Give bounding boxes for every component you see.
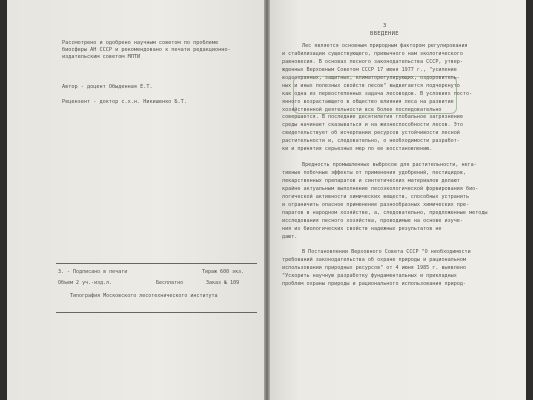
- text-line: паратов в народном хозяйстве, а, следовательно, предложенные методы: [282, 209, 488, 216]
- text-line: и стабилизации существующего, привычного нам экологического: [282, 50, 463, 57]
- text-line: тивные побочные эффекты от применения удобрений, пестицидов,: [282, 170, 467, 176]
- text-line: и ограничить опасное применение разнообразных химических пре-: [282, 201, 470, 208]
- approval-note: [62, 40, 252, 61]
- text-line: крайне актуальным выполнение лесоэкологической форвирования био-: [282, 185, 479, 192]
- text-line: исследования лесного хозяйства, проводимые на основе изуче-: [282, 217, 463, 224]
- text-line: как одна из первостепенных задача лесоводов. В условиях посто-: [282, 90, 473, 97]
- text-line: хозяйственной деятельности все более последовательно: [282, 106, 442, 113]
- spacer: [282, 241, 518, 249]
- book-gutter: [264, 0, 270, 400]
- text-line: Лес является основным природным фактором регулирования: [302, 43, 468, 49]
- reviewer-line: Рецензент - доктор с.х.н. Никишенко Б.Т.: [62, 99, 187, 105]
- credits: [62, 84, 187, 114]
- section-heading: ВВЕДЕНИЕ: [370, 31, 399, 37]
- text-line: требований законодательства об охране природы и рациональном: [282, 257, 467, 264]
- text-line: ки и принятия серьезных мер по ее восстановлению.: [282, 146, 433, 153]
- imprint-circulation: Тираж 600 экз.: [202, 269, 245, 275]
- text-line: растительности и, следовательно, о необходимости разработ-: [282, 138, 460, 145]
- text-line: "Ускорить научную разработку фундаментальных и прикладных: [282, 273, 457, 280]
- imprint-order: Заказ № 109: [206, 280, 240, 286]
- approval-line: издательским советом МЛТИ: [62, 54, 141, 60]
- author-line: Автор - доцент Обыденная Е.Т.: [62, 84, 153, 90]
- text-line: жденных Верховным Советом СССР 17 июня 1977 г., "усиление: [282, 66, 457, 73]
- approval-line: биосферы АН СССР и рекомендовано к печати редакционно-: [62, 47, 231, 53]
- text-line: ния их биологических свойств надежных результатов не: [282, 225, 442, 232]
- spacer: [282, 154, 518, 162]
- approval-line: Рассмотрено и одобрено научным советом по проблеме: [62, 40, 219, 46]
- text-line: среды начинает сказываться и на жизнеспособности лесов. Это: [282, 122, 463, 129]
- imprint-printer: Типография Московского лесотехнического института: [70, 293, 218, 299]
- text-line: Вредность промышленных выбросов для растительности, нега-: [302, 162, 477, 169]
- text-line: ных и иных полезных свойств лесов" выдвигается подчеркнуто: [282, 82, 460, 89]
- text-line: логической активности химических веществ, способных устранить: [282, 193, 470, 200]
- text-line: равновесия. В основах лесного законодательства СССР, утвер-: [282, 58, 463, 65]
- text-line: совершается. В последние десятилетия глобальное загрязнение: [282, 114, 463, 121]
- imprint-free: Бесплатно: [156, 280, 184, 286]
- imprint-box: [56, 263, 257, 313]
- page-number: 3: [383, 23, 387, 29]
- imprint-item: 3. - Подписано в печати: [58, 269, 128, 275]
- text-line: лекарственных препаратов и синтетических материалов делают: [282, 177, 460, 184]
- text-line: свидетельствует об исчерпании ресурсов устойчивости лесной: [282, 130, 460, 137]
- text-line: янного возрастающего в общество влияния леса на развитие: [282, 98, 454, 105]
- body-text: [282, 43, 518, 289]
- text-line: дают.: [282, 233, 298, 240]
- text-line: использовании природных ресурсов" от 4 июня 1985 г. выявлено: [282, 265, 467, 272]
- text-line: проблем охраны природы и рационального использования природ-: [282, 281, 467, 288]
- text-line: водоохранных, защитных, климаторегулирующих, оздоровитель-: [282, 74, 460, 81]
- imprint-volume: Объем 2 уч.-изд.л.: [58, 280, 113, 286]
- text-line: В Постановлении Верховного Совета СССР "О необходимости: [302, 249, 471, 256]
